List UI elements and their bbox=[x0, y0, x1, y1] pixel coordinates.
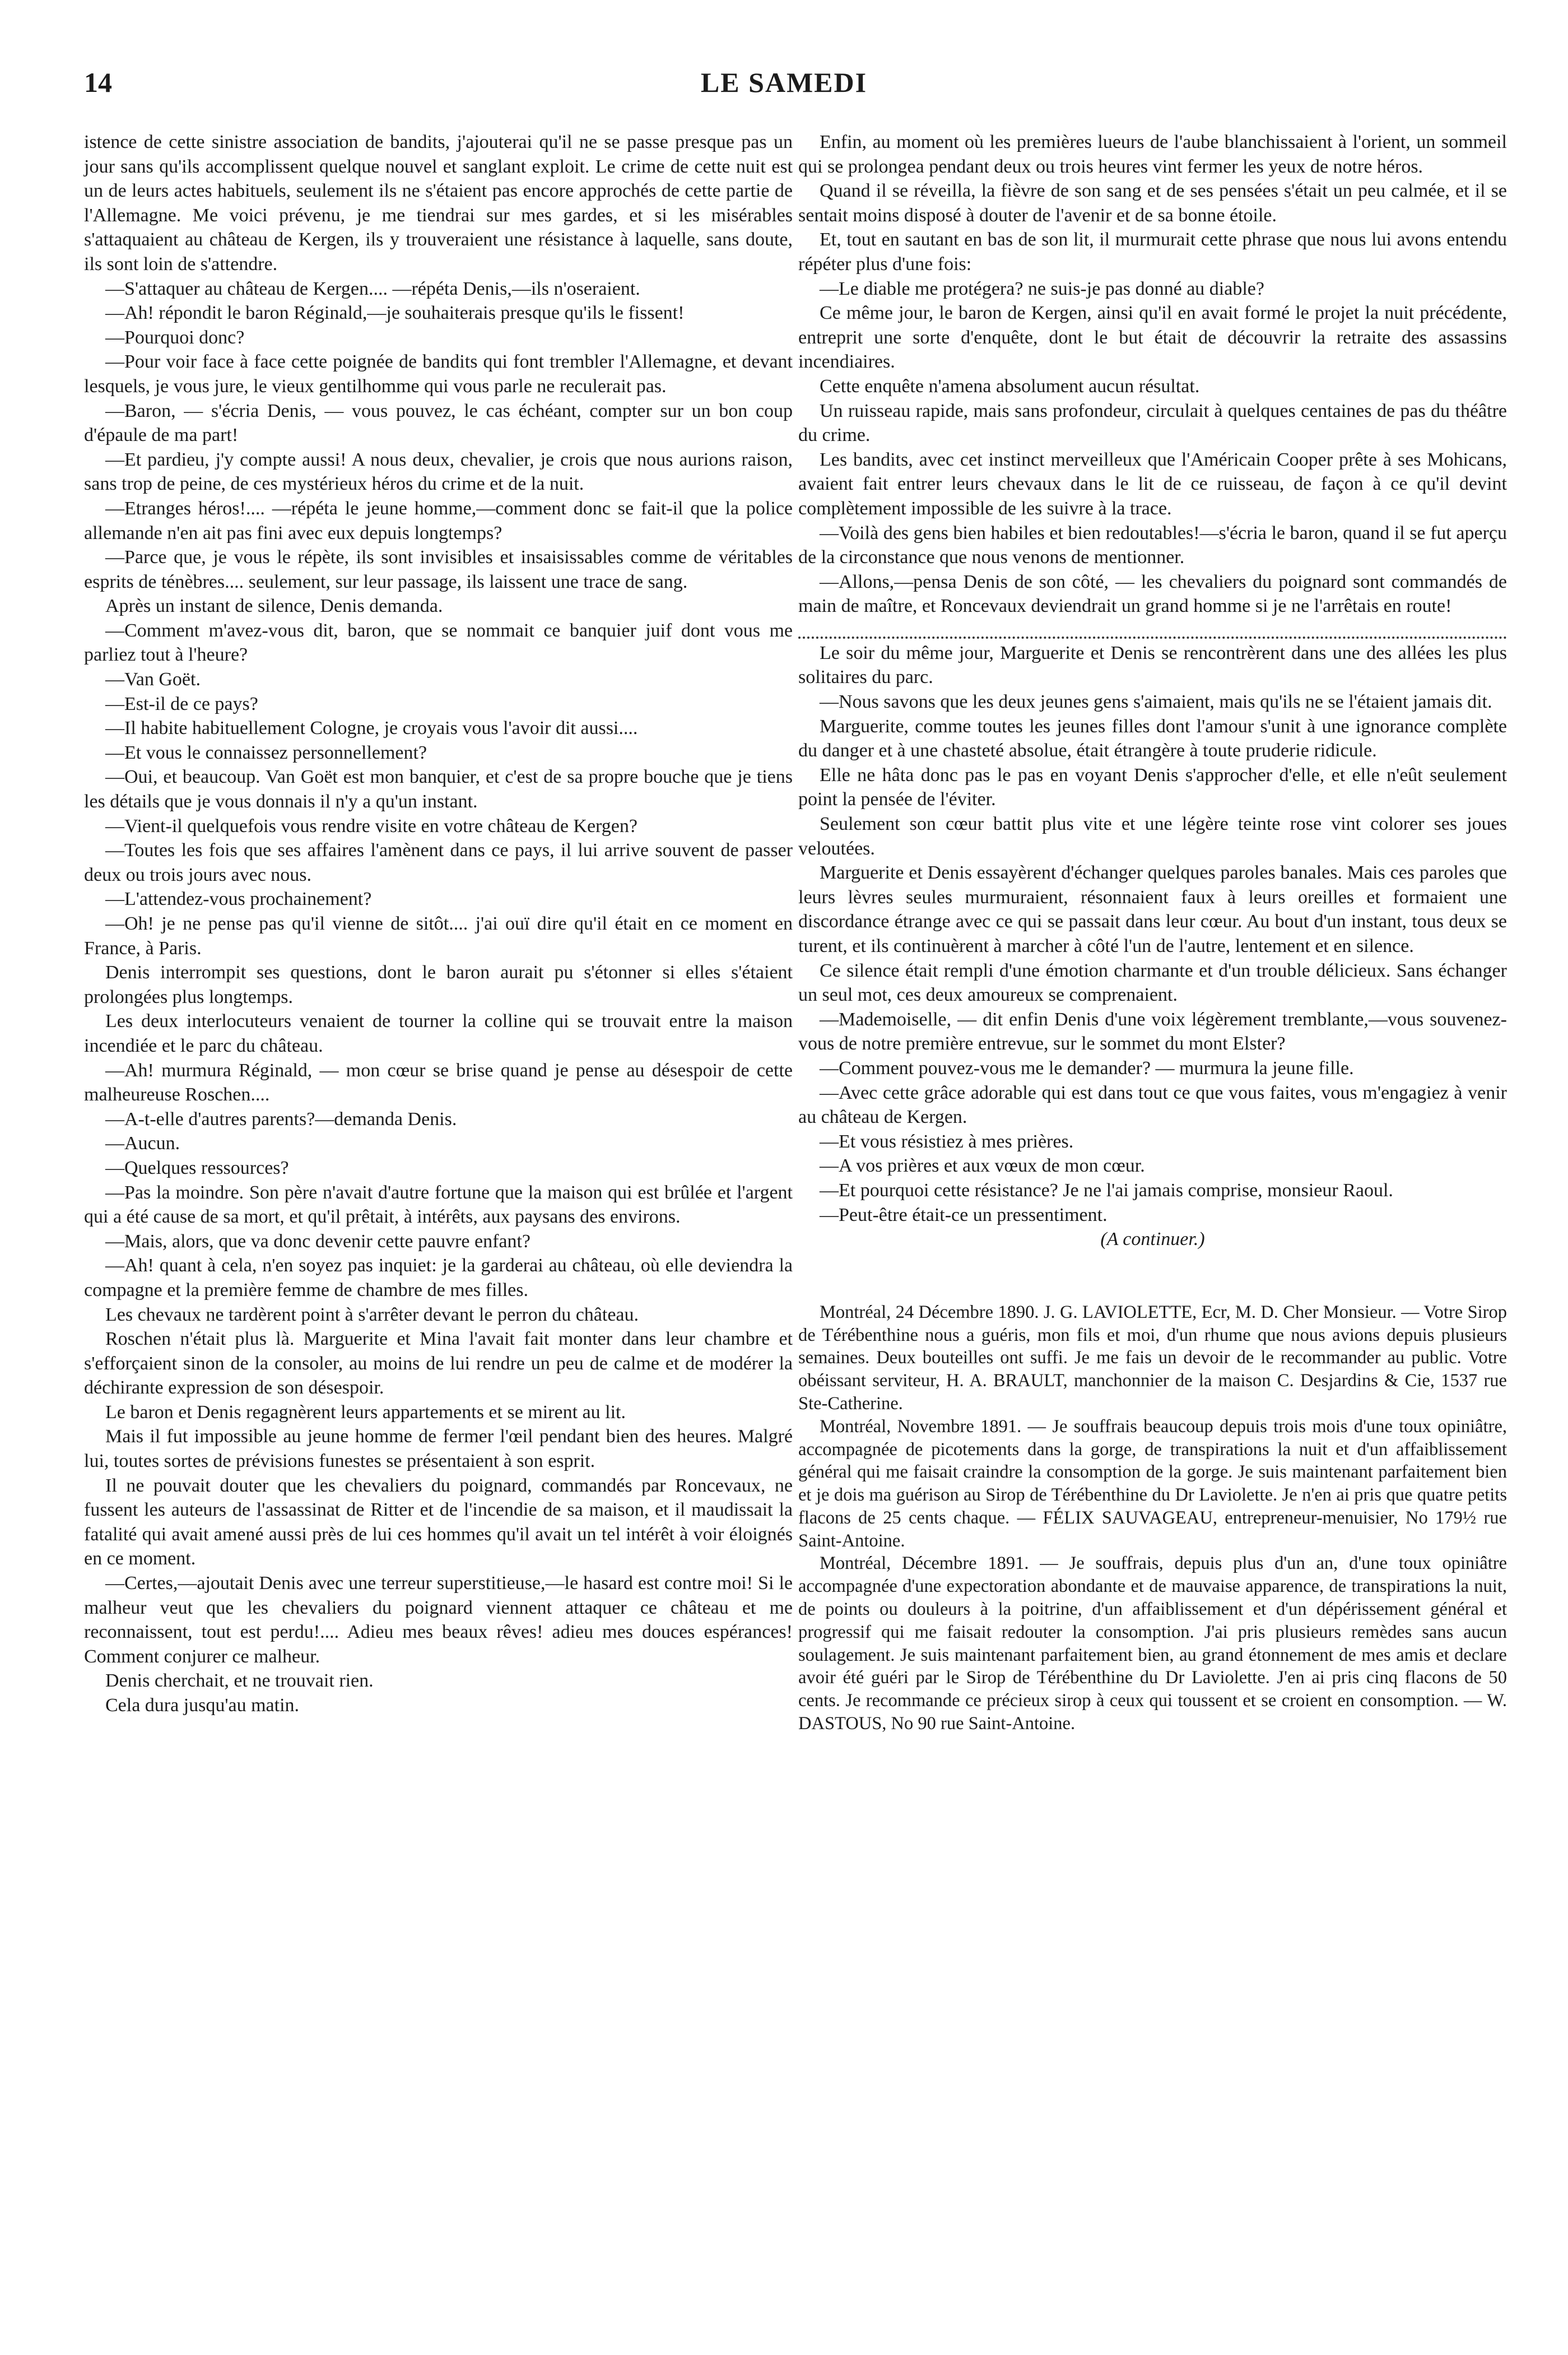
paragraph: —S'attaquer au château de Kergen.... —répéta Denis,—ils n'oseraient. bbox=[105, 278, 640, 299]
paragraph: —Aucun. bbox=[105, 1133, 180, 1154]
paragraph: —Peut-être était-ce un pressentiment. bbox=[820, 1204, 1108, 1225]
page-number: 14 bbox=[84, 67, 112, 98]
paragraph: —Allons,—pensa Denis de son côté, — les chevaliers du poignard sont commandés de main de maître, et Roncevaux deviendrait un grand homme si je ne l'arrêtais en route! bbox=[798, 571, 1507, 617]
paragraph: Marguerite, comme toutes les jeunes filles dont l'amour s'unit à une ignorance complète du danger et à une chasteté absolue, était étrangère à toute pruderie ridicule. bbox=[798, 716, 1507, 761]
testimonials-block bbox=[798, 1301, 1507, 1735]
paragraph: istence de cette sinistre association de bandits, j'ajouterai qu'il ne se passe presque pas un jour sans qu'ils accomplissent quelque nouvel et sanglant exploit. Le crime de cette nuit est un de leurs actes habituels, seulement ils ne s'étaient pas encore approchés de cette partie de l'Allemagne. Me voici prévenu, je me tiendrai sur mes gardes, et si les misérables s'attaquaient au château de Kergen, ils y trouveraient une résistance à laquelle, sans doute, ils sont loin de s'attendre. bbox=[84, 132, 793, 275]
paragraph: —Il habite habituellement Cologne, je croyais vous l'avoir dit aussi.... bbox=[105, 718, 638, 739]
paragraph: —Et vous résistiez à mes prières. bbox=[820, 1131, 1074, 1152]
paragraph: Montréal, Décembre 1891. — Je souffrais, depuis plus d'un an, d'une toux opiniâtre accompagnée d'une expectoration abondante et de mauvaise apparence, de transpirations la nuit, de points ou douleurs à la poitrine, d'un affaiblissement et d'un dépérissement général et progressif qui me faisait redouter la consomption. J'ai pris plusieurs remèdes sans aucun soulagement. Je suis maintenant parfaitement bien, au grand étonnement de mes amis et declare avoir été guéri par le Sirop de Térébenthine du Dr Laviolette. J'en ai pris cinq flacons de 50 cents. Je recommande ce précieux sirop à ceux qui toussent et se croient en consomption. — W. DASTOUS, No 90 rue Saint-Antoine. bbox=[798, 1553, 1507, 1734]
paragraph: —Nous savons que les deux jeunes gens s'aimaient, mais qu'ils ne se l'étaient jamais dit. bbox=[820, 691, 1492, 713]
paragraph: Ce même jour, le baron de Kergen, ainsi qu'il en avait formé le projet la nuit précédente, entreprit une sorte d'enquête, dont le but était de découvrir la retraite des assassins incendiaires. bbox=[798, 303, 1507, 373]
paragraph: —Oui, et beaucoup. Van Goët est mon banquier, et c'est de sa propre bouche que je tiens les détails que je vous donnais il n'y a qu'un instant. bbox=[84, 767, 793, 812]
paragraph: Cela dura jusqu'au matin. bbox=[105, 1695, 300, 1716]
right-column bbox=[798, 130, 1507, 1735]
paragraph: —Pas la moindre. Son père n'avait d'autre fortune que la maison qui est brûlée et l'argent qui a été cause de sa mort, et qu'il prêtait, à intérêts, aux paysans des environs. bbox=[84, 1182, 793, 1228]
paragraph: —Mademoiselle, — dit enfin Denis d'une voix légèrement tremblante,—vous souvenez-vous de notre première entrevue, sur le sommet du mont Elster? bbox=[798, 1009, 1507, 1055]
paragraph: Denis interrompit ses questions, dont le baron aurait pu s'étonner si elles s'étaient prolongées plus longtemps. bbox=[84, 962, 793, 1007]
paragraph: —Mais, alors, que va donc devenir cette pauvre enfant? bbox=[105, 1230, 531, 1252]
paragraph: Les chevaux ne tardèrent point à s'arrêter devant le perron du château. bbox=[105, 1304, 639, 1325]
page-header bbox=[84, 66, 1484, 111]
paragraph: —A-t-elle d'autres parents?—demanda Denis. bbox=[105, 1108, 457, 1130]
paragraph: —Avec cette grâce adorable qui est dans tout ce que vous faites, vous m'engagiez à venir au château de Kergen. bbox=[798, 1082, 1507, 1128]
paragraph: Les bandits, avec cet instinct merveilleux que l'Américain Cooper prête à ses Mohicans, avaient fait entrer leurs chevaux dans le lit de ce ruisseau, de façon à ce qu'il devint complètement impossible de les suivre à la trace. bbox=[798, 449, 1507, 519]
paragraph: Montréal, 24 Décembre 1890. J. G. LAVIOLETTE, Ecr, M. D. Cher Monsieur. — Votre Sirop de Térébenthine nous a guéris, mon fils et moi, d'un rhume que nous avions depuis plusieurs semaines. Deux bouteilles ont suffi. Je me fais un devoir de le recommander au public. Votre obéissant serviteur, H. A. BRAULT, manchonnier de la maison C. Desjardins & Cie, 1537 rue Ste-Catherine. bbox=[798, 1302, 1507, 1414]
paragraph: —Parce que, je vous le répète, ils sont invisibles et insaisissables comme de véritables esprits de ténèbres.... seulement, sur leur passage, ils laissent une trace de sang. bbox=[84, 547, 793, 592]
paragraph: —Voilà des gens bien habiles et bien redoutables!—s'écria le baron, quand il se fut aperçu de la circonstance que nous venons de mentionner. bbox=[798, 522, 1507, 568]
paragraph: —L'attendez-vous prochainement? bbox=[105, 889, 372, 910]
paragraph: Marguerite et Denis essayèrent d'échanger quelques paroles banales. Mais ces paroles que leurs lèvres seules murmuraient, résonnaient faux à leurs oreilles et formaient une discordance étrange avec ce qui se passait dans leur cœur. Au bout d'un instant, tous deux se turent, et ils continuèrent à marcher à côté l'un de l'autre, lentement et en silence. bbox=[798, 862, 1507, 956]
paragraph: Le soir du même jour, Marguerite et Denis se rencontrèrent dans une des allées les plus solitaires du parc. bbox=[798, 642, 1507, 688]
paragraph: —A vos prières et aux vœux de mon cœur. bbox=[820, 1155, 1145, 1177]
paragraph: Roschen n'était plus là. Marguerite et Mina l'avait fait monter dans leur chambre et s'efforçaient sinon de la consoler, au moins de lui rendre un peu de calme et de modérer la déchirante expression de son désespoir. bbox=[84, 1329, 793, 1399]
paragraph: —Quelques ressources? bbox=[105, 1157, 289, 1178]
paragraph: Après un instant de silence, Denis demanda. bbox=[105, 596, 443, 617]
journal-title: LE SAMEDI bbox=[700, 67, 868, 98]
paragraph: Cette enquête n'amena absolument aucun résultat. bbox=[820, 375, 1200, 397]
paragraph: Seulement son cœur battit plus vite et une légère teinte rose vint colorer ses joues veloutées. bbox=[798, 814, 1507, 859]
paragraph: —Pour voir face à face cette poignée de bandits qui font trembler l'Allemagne, et devant lesquels, je vous jure, le vieux gentilhomme qui vous parle ne reculerait pas. bbox=[84, 351, 793, 397]
paragraph: Quand il se réveilla, la fièvre de son sang et de ses pensées s'était un peu calmée, et il se sentait moins disposé à douter de l'avenir et de sa bonne étoile. bbox=[798, 180, 1507, 226]
paragraph: —Ah! murmura Réginald, — mon cœur se brise quand je pense au désespoir de cette malheureuse Roschen.... bbox=[84, 1060, 793, 1105]
paragraph: —Le diable me protégera? ne suis-je pas donné au diable? bbox=[820, 278, 1264, 299]
paragraph: —Certes,—ajoutait Denis avec une terreur superstitieuse,—le hasard est contre moi! Si le malheur veut que les chevaliers du poignard viennent attaquer ce château et me reconnaissent, tout est perdu!.... Adieu mes beaux rêves! adieu mes douces espérances! Comment conjurer ce malheur. bbox=[84, 1573, 793, 1667]
paragraph: —Oh! je ne pense pas qu'il vienne de sitôt.... j'ai ouï dire qu'il était en ce moment en France, à Paris. bbox=[84, 913, 793, 959]
paragraph: —Pourquoi donc? bbox=[105, 327, 245, 348]
paragraph: —Van Goët. bbox=[105, 669, 201, 690]
paragraph: Et, tout en sautant en bas de son lit, il murmurait cette phrase que nous lui avons entendu répéter plus d'une fois: bbox=[798, 229, 1507, 275]
paragraph: Montréal, Novembre 1891. — Je souffrais beaucoup depuis trois mois d'une toux opiniâtre, accompagnée de picotements dans la gorge, de transpirations la nuit et d'un affaiblissement général qui me faisait craindre la consomption de la gorge. Je suis maintenant parfaitement bien et je dois ma guérison au Sirop de Térébenthine du Dr Laviolette. Je n'en ai pris que quatre petits flacons de 25 cents chaque. — FÉLIX SAUVAGEAU, entrepreneur-menuisier, No 179½ rue Saint-Antoine. bbox=[798, 1416, 1507, 1551]
paragraph: Il ne pouvait douter que les chevaliers du poignard, commandés par Roncevaux, ne fussent les auteurs de l'assassinat de Ritter et de l'incendie de sa maison, et il maudissait la fatalité qui avait amené aussi près de lui ces hommes qu'il avait un tel intérêt à voir éloignés en ce moment. bbox=[84, 1475, 793, 1569]
paragraph: —Comment pouvez-vous me le demander? — murmura la jeune fille. bbox=[820, 1057, 1354, 1079]
paragraph: —Est-il de ce pays? bbox=[105, 693, 258, 714]
paragraph: —Etranges héros!.... —répéta le jeune homme,—comment donc se fait-il que la police allemande n'en ait pas fini avec eux depuis longtemps? bbox=[84, 498, 793, 544]
paragraph: Ce silence était rempli d'une émotion charmante et d'un trouble délicieux. Sans échanger un seul mot, ces deux amoureux se comprenaient. bbox=[798, 960, 1507, 1006]
left-column bbox=[84, 130, 793, 1718]
paragraph: —Et pardieu, j'y compte aussi! A nous deux, chevalier, je crois que nous aurions raison, sans trop de peine, de ces mystérieux héros du crime et de la nuit. bbox=[84, 449, 793, 495]
paragraph: —Vient-il quelquefois vous rendre visite en votre château de Kergen? bbox=[105, 815, 638, 837]
paragraph: Les deux interlocuteurs venaient de tourner la colline qui se trouvait entre la maison incendiée et le parc du château. bbox=[84, 1011, 793, 1056]
paragraph: Enfin, au moment où les premières lueurs de l'aube blanchissaient à l'orient, un sommeil qui se prolongea pendant deux ou trois heures vint fermer les yeux de notre héros. bbox=[798, 132, 1507, 177]
paragraph: —Comment m'avez-vous dit, baron, que se nommait ce banquier juif dont vous me parliez tout à l'heure? bbox=[84, 620, 793, 666]
section-break-dots bbox=[798, 620, 1507, 639]
paragraph: —Baron, — s'écria Denis, — vous pouvez, le cas échéant, compter sur un bon coup d'épaule de ma part! bbox=[84, 400, 793, 446]
paragraph: Denis cherchait, et ne trouvait rien. bbox=[105, 1670, 374, 1692]
paragraph: Le baron et Denis regagnèrent leurs appartements et se mirent au lit. bbox=[105, 1401, 626, 1423]
paragraph: —Toutes les fois que ses affaires l'amènent dans ce pays, il lui arrive souvent de passer deux ou trois jours avec nous. bbox=[84, 840, 793, 885]
paragraph: —Et vous le connaissez personnellement? bbox=[105, 742, 427, 763]
paragraph: —Ah! quant à cela, n'en soyez pas inquiet: je la garderai au château, où elle deviendra la compagne et la première femme de chambre de mes filles. bbox=[84, 1255, 793, 1300]
paragraph: Mais il fut impossible au jeune homme de fermer l'œil pendant bien des heures. Malgré lui, toutes sortes de prévisions funestes se présentaient à son esprit. bbox=[84, 1426, 793, 1472]
paragraph: Elle ne hâta donc pas le pas en voyant Denis s'approcher d'elle, et elle n'eût seulement point la pensée de l'éviter. bbox=[798, 764, 1507, 810]
paragraph: —Ah! répondit le baron Réginald,—je souhaiterais presque qu'ils le fissent! bbox=[105, 303, 685, 324]
paragraph: —Et pourquoi cette résistance? Je ne l'ai jamais comprise, monsieur Raoul. bbox=[820, 1179, 1393, 1201]
paragraph: Un ruisseau rapide, mais sans profondeur, circulait à quelques centaines de pas du théâtre du crime. bbox=[798, 400, 1507, 446]
to-be-continued: (A continuer.) bbox=[1100, 1229, 1205, 1250]
